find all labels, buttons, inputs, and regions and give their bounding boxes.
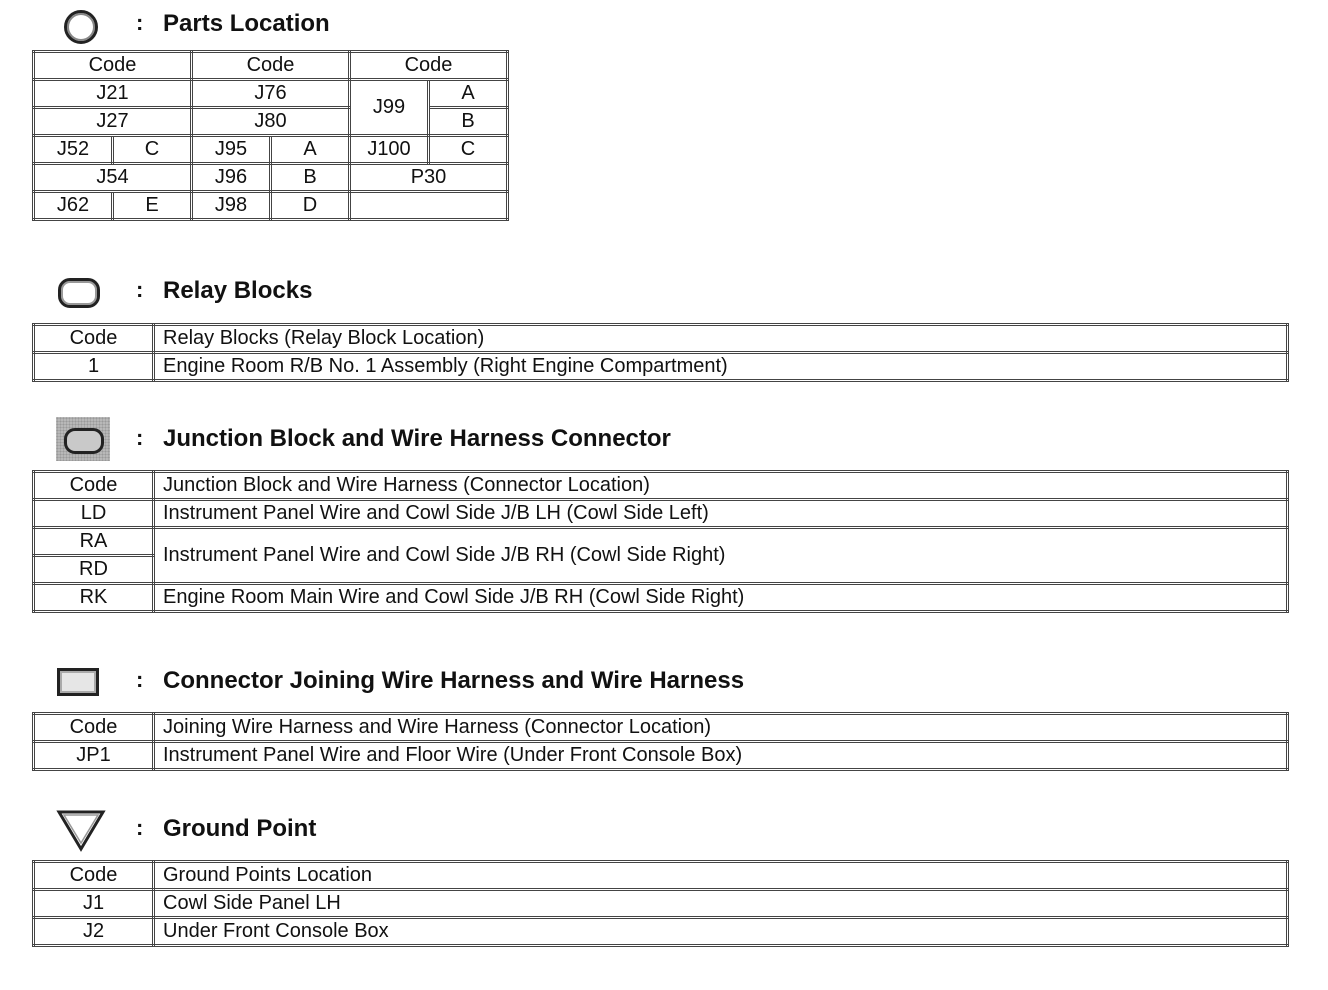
code-cell: 1	[34, 353, 154, 381]
empty-cell	[350, 192, 508, 220]
oval-icon	[58, 278, 100, 308]
description-cell: Under Front Console Box	[154, 918, 1288, 946]
heading-colon: :	[136, 277, 144, 302]
table-row	[34, 164, 508, 192]
description-cell: Engine Room Main Wire and Cowl Side J/B RH (Cowl Side Right)	[154, 584, 1288, 612]
table-row	[34, 108, 508, 136]
parts-location-table	[32, 50, 509, 221]
column-header: Code	[34, 862, 154, 890]
column-header: Code	[34, 52, 192, 80]
table-header-row	[34, 52, 508, 80]
code-cell: RD	[34, 556, 154, 584]
table-header-row	[34, 862, 1288, 890]
connector-joining-table	[32, 712, 1289, 771]
column-header: Ground Points Location	[154, 862, 1288, 890]
code-cell: J52	[34, 136, 113, 164]
code-cell: J80	[192, 108, 350, 136]
location-cell: E	[113, 192, 192, 220]
heading-colon: :	[136, 425, 144, 450]
description-cell: Engine Room R/B No. 1 Assembly (Right Engine Compartment)	[154, 353, 1288, 381]
code-cell: J98	[192, 192, 271, 220]
description-cell: Instrument Panel Wire and Cowl Side J/B RH (Cowl Side Right)	[154, 528, 1288, 584]
table-row	[34, 528, 1288, 556]
column-header: Code	[34, 714, 154, 742]
location-cell: D	[271, 192, 350, 220]
ground-point-table	[32, 860, 1289, 947]
table-row	[34, 918, 1288, 946]
code-cell: RK	[34, 584, 154, 612]
code-cell: P30	[350, 164, 508, 192]
column-header: Relay Blocks (Relay Block Location)	[154, 325, 1288, 353]
code-cell: LD	[34, 500, 154, 528]
rectangle-icon	[57, 668, 99, 696]
table-row	[34, 192, 508, 220]
code-cell: J76	[192, 80, 350, 108]
table-row	[34, 353, 1288, 381]
code-cell: J96	[192, 164, 271, 192]
code-cell: J62	[34, 192, 113, 220]
code-cell: RA	[34, 528, 154, 556]
code-cell: J27	[34, 108, 192, 136]
column-header: Code	[34, 472, 154, 500]
table-header-row	[34, 472, 1288, 500]
code-cell: J2	[34, 918, 154, 946]
location-cell: A	[271, 136, 350, 164]
heading-colon: :	[136, 815, 144, 840]
connector-joining-heading	[0, 667, 900, 707]
junction-block-heading	[0, 425, 900, 465]
table-row	[34, 584, 1288, 612]
code-cell: J95	[192, 136, 271, 164]
section-title: Parts Location	[163, 10, 330, 37]
code-cell: J1	[34, 890, 154, 918]
code-cell: J100	[350, 136, 429, 164]
code-cell: J21	[34, 80, 192, 108]
relay-blocks-heading	[0, 277, 600, 317]
table-row	[34, 742, 1288, 770]
table-row	[34, 136, 508, 164]
table-row	[34, 500, 1288, 528]
location-cell: C	[113, 136, 192, 164]
table-row	[34, 80, 508, 108]
column-header: Junction Block and Wire Harness (Connector Location)	[154, 472, 1288, 500]
triangle-icon	[56, 809, 106, 853]
table-header-row	[34, 325, 1288, 353]
table-row	[34, 890, 1288, 918]
location-cell: A	[429, 80, 508, 108]
shaded-oval-icon	[56, 417, 110, 461]
column-header: Joining Wire Harness and Wire Harness (Connector Location)	[154, 714, 1288, 742]
heading-colon: :	[136, 667, 144, 692]
location-cell: C	[429, 136, 508, 164]
table-header-row	[34, 714, 1288, 742]
description-cell: Instrument Panel Wire and Floor Wire (Under Front Console Box)	[154, 742, 1288, 770]
column-header: Code	[350, 52, 508, 80]
description-cell: Cowl Side Panel LH	[154, 890, 1288, 918]
column-header: Code	[34, 325, 154, 353]
section-title: Connector Joining Wire Harness and Wire Harness	[163, 667, 745, 694]
heading-colon: :	[136, 10, 144, 35]
code-cell: J54	[34, 164, 192, 192]
description-cell: Instrument Panel Wire and Cowl Side J/B LH (Cowl Side Left)	[154, 500, 1288, 528]
column-header: Code	[192, 52, 350, 80]
code-cell: JP1	[34, 742, 154, 770]
section-title: Ground Point	[163, 815, 317, 842]
code-cell: J99	[350, 80, 429, 136]
parts-location-heading	[0, 10, 600, 50]
location-cell: B	[271, 164, 350, 192]
ground-point-heading	[0, 815, 600, 855]
section-title: Junction Block and Wire Harness Connector	[163, 425, 671, 452]
location-cell: B	[429, 108, 508, 136]
section-title: Relay Blocks	[163, 277, 313, 304]
circle-icon	[64, 10, 98, 44]
junction-block-table	[32, 470, 1289, 613]
relay-blocks-table	[32, 323, 1289, 382]
